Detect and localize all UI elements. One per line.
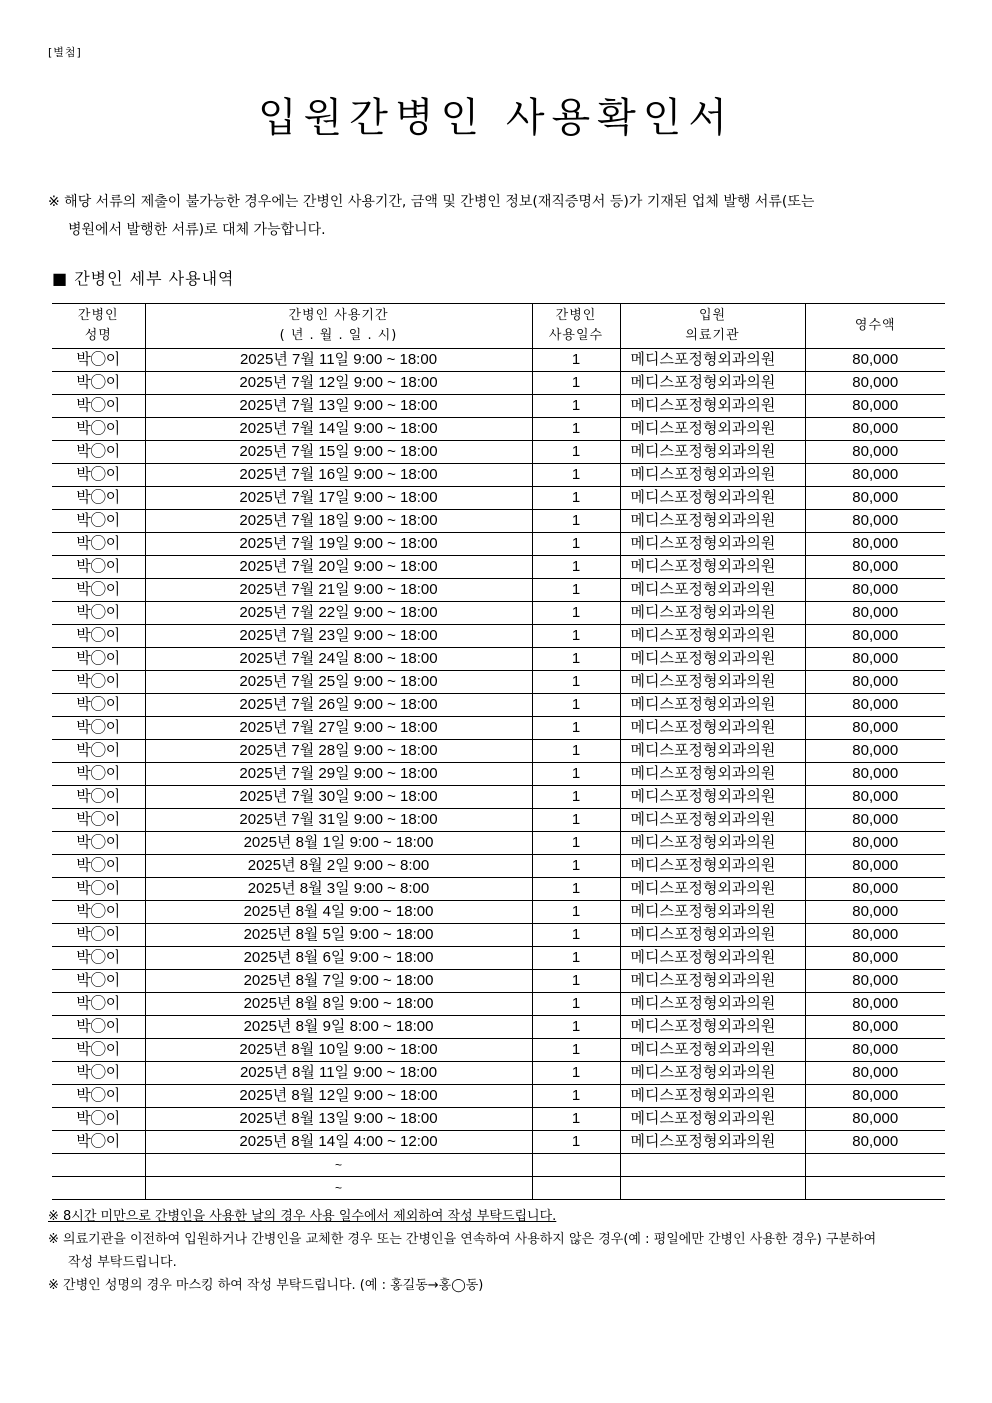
cell-usage-period: 2025년 7월 11일 9:00 ~ 18:00 xyxy=(145,349,532,372)
cell-caregiver-name: 박◯이 xyxy=(52,510,145,533)
table-row xyxy=(52,786,945,809)
note-1: ※ 8시간 미만으로 간병인을 사용한 날의 경우 사용 일수에서 제외하여 작성 부탁드립니다. xyxy=(48,1209,557,1224)
header-hospital xyxy=(620,304,805,349)
cell-usage-days: 1 xyxy=(532,878,620,901)
cell-amount: 80,000 xyxy=(805,395,945,418)
cell-usage-period: 2025년 7월 22일 9:00 ~ 18:00 xyxy=(145,602,532,625)
cell-caregiver-name: 박◯이 xyxy=(52,487,145,510)
cell-caregiver-name: 박◯이 xyxy=(52,418,145,441)
table-row xyxy=(52,1085,945,1108)
cell-usage-days: 1 xyxy=(532,947,620,970)
cell-caregiver-name: 박◯이 xyxy=(52,349,145,372)
cell-usage-period: 2025년 7월 29일 9:00 ~ 18:00 xyxy=(145,763,532,786)
cell-usage-period: 2025년 7월 21일 9:00 ~ 18:00 xyxy=(145,579,532,602)
note-2-line-2: 작성 부탁드립니다. xyxy=(68,1255,177,1270)
cell-usage-period: 2025년 7월 14일 9:00 ~ 18:00 xyxy=(145,418,532,441)
cell-hospital: 메디스포정형외과의원 xyxy=(620,1062,805,1085)
cell-amount: 80,000 xyxy=(805,579,945,602)
cell-usage-period: 2025년 8월 4일 9:00 ~ 18:00 xyxy=(145,901,532,924)
cell-usage-period: 2025년 8월 6일 9:00 ~ 18:00 xyxy=(145,947,532,970)
cell-caregiver-name: 박◯이 xyxy=(52,1131,145,1154)
cell-usage-days: 1 xyxy=(532,1131,620,1154)
table-row xyxy=(52,1062,945,1085)
header-hospital-line1: 입원 xyxy=(698,308,727,323)
cell-hospital: 메디스포정형외과의원 xyxy=(620,855,805,878)
cell-usage-period: 2025년 7월 26일 9:00 ~ 18:00 xyxy=(145,694,532,717)
cell-caregiver-name: 박◯이 xyxy=(52,763,145,786)
cell-usage-days: 1 xyxy=(532,510,620,533)
cell-hospital: 메디스포정형외과의원 xyxy=(620,671,805,694)
cell-amount xyxy=(805,1177,945,1200)
cell-hospital: 메디스포정형외과의원 xyxy=(620,487,805,510)
cell-amount: 80,000 xyxy=(805,510,945,533)
cell-usage-period: 2025년 7월 15일 9:00 ~ 18:00 xyxy=(145,441,532,464)
cell-usage-days xyxy=(532,1177,620,1200)
table-row xyxy=(52,372,945,395)
cell-usage-days: 1 xyxy=(532,740,620,763)
cell-hospital: 메디스포정형외과의원 xyxy=(620,901,805,924)
header-period-line1: 간병인 사용기간 xyxy=(288,308,389,323)
cell-amount: 80,000 xyxy=(805,809,945,832)
cell-usage-days: 1 xyxy=(532,786,620,809)
table-row xyxy=(52,671,945,694)
cell-caregiver-name: 박◯이 xyxy=(52,671,145,694)
cell-caregiver-name: 박◯이 xyxy=(52,1062,145,1085)
cell-amount: 80,000 xyxy=(805,855,945,878)
cell-caregiver-name: 박◯이 xyxy=(52,901,145,924)
cell-usage-days: 1 xyxy=(532,533,620,556)
cell-amount: 80,000 xyxy=(805,487,945,510)
cell-usage-days: 1 xyxy=(532,464,620,487)
cell-hospital: 메디스포정형외과의원 xyxy=(620,1131,805,1154)
cell-hospital: 메디스포정형외과의원 xyxy=(620,372,805,395)
cell-usage-period: 2025년 7월 12일 9:00 ~ 18:00 xyxy=(145,372,532,395)
table-row xyxy=(52,1016,945,1039)
table-row xyxy=(52,464,945,487)
cell-amount: 80,000 xyxy=(805,464,945,487)
cell-amount xyxy=(805,1154,945,1177)
header-days xyxy=(532,304,620,349)
cell-hospital: 메디스포정형외과의원 xyxy=(620,1085,805,1108)
note-3: ※ 간병인 성명의 경우 마스킹 하여 작성 부탁드립니다. (예 : 홍길동→홍◯동) xyxy=(48,1278,484,1293)
cell-usage-period: 2025년 8월 3일 9:00 ~ 8:00 xyxy=(145,878,532,901)
cell-usage-period: ~ xyxy=(145,1154,532,1177)
cell-amount: 80,000 xyxy=(805,970,945,993)
cell-usage-period: 2025년 7월 17일 9:00 ~ 18:00 xyxy=(145,487,532,510)
cell-amount: 80,000 xyxy=(805,648,945,671)
cell-hospital: 메디스포정형외과의원 xyxy=(620,441,805,464)
cell-usage-days: 1 xyxy=(532,1108,620,1131)
header-name-line2: 성명 xyxy=(84,328,112,343)
cell-amount: 80,000 xyxy=(805,947,945,970)
table-row xyxy=(52,832,945,855)
cell-caregiver-name: 박◯이 xyxy=(52,441,145,464)
cell-amount: 80,000 xyxy=(805,694,945,717)
cell-caregiver-name: 박◯이 xyxy=(52,924,145,947)
cell-hospital: 메디스포정형외과의원 xyxy=(620,1016,805,1039)
cell-usage-days: 1 xyxy=(532,970,620,993)
cell-usage-days: 1 xyxy=(532,579,620,602)
cell-usage-days xyxy=(532,1154,620,1177)
usage-table xyxy=(52,303,945,1200)
cell-usage-period: 2025년 8월 13일 9:00 ~ 18:00 xyxy=(145,1108,532,1131)
cell-caregiver-name: 박◯이 xyxy=(52,556,145,579)
header-days-line2: 사용일수 xyxy=(548,328,604,343)
table-row xyxy=(52,579,945,602)
cell-caregiver-name: 박◯이 xyxy=(52,993,145,1016)
cell-amount: 80,000 xyxy=(805,1039,945,1062)
cell-usage-period: 2025년 8월 5일 9:00 ~ 18:00 xyxy=(145,924,532,947)
cell-amount: 80,000 xyxy=(805,671,945,694)
cell-usage-days: 1 xyxy=(532,832,620,855)
cell-hospital: 메디스포정형외과의원 xyxy=(620,625,805,648)
cell-usage-days: 1 xyxy=(532,441,620,464)
cell-amount: 80,000 xyxy=(805,740,945,763)
cell-usage-days: 1 xyxy=(532,809,620,832)
cell-caregiver-name: 박◯이 xyxy=(52,1108,145,1131)
cell-amount: 80,000 xyxy=(805,1016,945,1039)
cell-usage-days: 1 xyxy=(532,349,620,372)
table-row xyxy=(52,1177,945,1200)
cell-amount: 80,000 xyxy=(805,625,945,648)
cell-amount: 80,000 xyxy=(805,556,945,579)
cell-caregiver-name: 박◯이 xyxy=(52,625,145,648)
notice-line-1: ※ 해당 서류의 제출이 불가능한 경우에는 간병인 사용기간, 금액 및 간병인 정보(재직증명서 등)가 기재된 업체 발행 서류(또는 xyxy=(48,194,815,210)
notes xyxy=(48,1205,948,1297)
cell-amount: 80,000 xyxy=(805,1062,945,1085)
cell-caregiver-name: 박◯이 xyxy=(52,395,145,418)
cell-caregiver-name: 박◯이 xyxy=(52,1016,145,1039)
cell-usage-period: 2025년 7월 19일 9:00 ~ 18:00 xyxy=(145,533,532,556)
cell-hospital: 메디스포정형외과의원 xyxy=(620,832,805,855)
cell-usage-period: 2025년 7월 23일 9:00 ~ 18:00 xyxy=(145,625,532,648)
cell-usage-period: 2025년 8월 11일 9:00 ~ 18:00 xyxy=(145,1062,532,1085)
cell-hospital: 메디스포정형외과의원 xyxy=(620,947,805,970)
cell-usage-days: 1 xyxy=(532,901,620,924)
table-row xyxy=(52,441,945,464)
cell-usage-period: 2025년 7월 30일 9:00 ~ 18:00 xyxy=(145,786,532,809)
cell-usage-days: 1 xyxy=(532,717,620,740)
cell-hospital: 메디스포정형외과의원 xyxy=(620,395,805,418)
cell-amount: 80,000 xyxy=(805,1131,945,1154)
cell-usage-period: ~ xyxy=(145,1177,532,1200)
cell-caregiver-name: 박◯이 xyxy=(52,464,145,487)
notice xyxy=(48,188,948,244)
cell-usage-days: 1 xyxy=(532,1085,620,1108)
table-row xyxy=(52,418,945,441)
cell-hospital: 메디스포정형외과의원 xyxy=(620,510,805,533)
cell-hospital: 메디스포정형외과의원 xyxy=(620,717,805,740)
cell-usage-period: 2025년 7월 25일 9:00 ~ 18:00 xyxy=(145,671,532,694)
cell-hospital: 메디스포정형외과의원 xyxy=(620,533,805,556)
table-row xyxy=(52,1108,945,1131)
cell-usage-period: 2025년 8월 2일 9:00 ~ 8:00 xyxy=(145,855,532,878)
cell-usage-period: 2025년 8월 10일 9:00 ~ 18:00 xyxy=(145,1039,532,1062)
cell-amount: 80,000 xyxy=(805,878,945,901)
cell-caregiver-name xyxy=(52,1154,145,1177)
table-row xyxy=(52,349,945,372)
cell-hospital xyxy=(620,1154,805,1177)
table-row xyxy=(52,510,945,533)
cell-usage-period: 2025년 7월 16일 9:00 ~ 18:00 xyxy=(145,464,532,487)
cell-amount: 80,000 xyxy=(805,832,945,855)
table-row xyxy=(52,970,945,993)
cell-hospital: 메디스포정형외과의원 xyxy=(620,648,805,671)
cell-caregiver-name: 박◯이 xyxy=(52,602,145,625)
cell-usage-period: 2025년 7월 20일 9:00 ~ 18:00 xyxy=(145,556,532,579)
cell-caregiver-name: 박◯이 xyxy=(52,740,145,763)
cell-caregiver-name: 박◯이 xyxy=(52,694,145,717)
cell-usage-days: 1 xyxy=(532,372,620,395)
header-days-line1: 간병인 xyxy=(555,308,597,323)
cell-caregiver-name: 박◯이 xyxy=(52,947,145,970)
cell-usage-days: 1 xyxy=(532,1016,620,1039)
cell-hospital: 메디스포정형외과의원 xyxy=(620,694,805,717)
table-row xyxy=(52,556,945,579)
table-row xyxy=(52,625,945,648)
cell-usage-days: 1 xyxy=(532,763,620,786)
header-name xyxy=(52,304,145,349)
table-row xyxy=(52,993,945,1016)
cell-hospital: 메디스포정형외과의원 xyxy=(620,970,805,993)
cell-caregiver-name: 박◯이 xyxy=(52,878,145,901)
cell-hospital: 메디스포정형외과의원 xyxy=(620,993,805,1016)
table-row xyxy=(52,487,945,510)
cell-usage-days: 1 xyxy=(532,1039,620,1062)
cell-usage-days: 1 xyxy=(532,487,620,510)
header-period xyxy=(145,304,532,349)
cell-usage-days: 1 xyxy=(532,418,620,441)
cell-amount: 80,000 xyxy=(805,418,945,441)
table-row xyxy=(52,740,945,763)
cell-hospital xyxy=(620,1177,805,1200)
header-amount: 영수액 xyxy=(805,304,945,349)
cell-usage-days: 1 xyxy=(532,924,620,947)
cell-caregiver-name: 박◯이 xyxy=(52,970,145,993)
table-row xyxy=(52,1154,945,1177)
cell-caregiver-name: 박◯이 xyxy=(52,786,145,809)
cell-caregiver-name: 박◯이 xyxy=(52,533,145,556)
cell-caregiver-name: 박◯이 xyxy=(52,855,145,878)
cell-usage-days: 1 xyxy=(532,1062,620,1085)
notice-line-2: 병원에서 발행한 서류)로 대체 가능합니다. xyxy=(68,222,326,238)
cell-usage-days: 1 xyxy=(532,671,620,694)
cell-usage-days: 1 xyxy=(532,556,620,579)
header-period-line2: ( 년 . 월 . 일 . 시) xyxy=(279,328,398,343)
table-row xyxy=(52,602,945,625)
cell-amount: 80,000 xyxy=(805,786,945,809)
cell-caregiver-name: 박◯이 xyxy=(52,832,145,855)
cell-usage-period: 2025년 8월 12일 9:00 ~ 18:00 xyxy=(145,1085,532,1108)
cell-caregiver-name: 박◯이 xyxy=(52,1039,145,1062)
table-row xyxy=(52,717,945,740)
table-row xyxy=(52,878,945,901)
cell-caregiver-name: 박◯이 xyxy=(52,809,145,832)
cell-amount: 80,000 xyxy=(805,717,945,740)
cell-caregiver-name: 박◯이 xyxy=(52,1085,145,1108)
table-row xyxy=(52,694,945,717)
cell-hospital: 메디스포정형외과의원 xyxy=(620,556,805,579)
cell-amount: 80,000 xyxy=(805,1085,945,1108)
cell-caregiver-name: 박◯이 xyxy=(52,648,145,671)
cell-amount: 80,000 xyxy=(805,349,945,372)
attachment-label: [별첨] xyxy=(48,46,82,59)
cell-hospital: 메디스포정형외과의원 xyxy=(620,1039,805,1062)
table-row xyxy=(52,763,945,786)
cell-usage-period: 2025년 7월 13일 9:00 ~ 18:00 xyxy=(145,395,532,418)
cell-usage-period: 2025년 7월 18일 9:00 ~ 18:00 xyxy=(145,510,532,533)
table-row xyxy=(52,901,945,924)
cell-usage-days: 1 xyxy=(532,625,620,648)
cell-hospital: 메디스포정형외과의원 xyxy=(620,878,805,901)
table-row xyxy=(52,648,945,671)
cell-amount: 80,000 xyxy=(805,1108,945,1131)
cell-usage-period: 2025년 8월 8일 9:00 ~ 18:00 xyxy=(145,993,532,1016)
cell-hospital: 메디스포정형외과의원 xyxy=(620,924,805,947)
cell-amount: 80,000 xyxy=(805,924,945,947)
cell-usage-days: 1 xyxy=(532,694,620,717)
cell-usage-days: 1 xyxy=(532,395,620,418)
cell-amount: 80,000 xyxy=(805,763,945,786)
table-row xyxy=(52,1131,945,1154)
page-title: 입원간병인 사용확인서 xyxy=(257,95,735,141)
cell-amount: 80,000 xyxy=(805,372,945,395)
header-name-line1: 간병인 xyxy=(77,308,119,323)
cell-caregiver-name xyxy=(52,1177,145,1200)
section-title: ■ 간병인 세부 사용내역 xyxy=(52,269,235,288)
table-row xyxy=(52,395,945,418)
cell-caregiver-name: 박◯이 xyxy=(52,579,145,602)
table-body xyxy=(52,349,945,1200)
cell-amount: 80,000 xyxy=(805,441,945,464)
cell-amount: 80,000 xyxy=(805,533,945,556)
cell-amount: 80,000 xyxy=(805,993,945,1016)
cell-usage-period: 2025년 8월 1일 9:00 ~ 18:00 xyxy=(145,832,532,855)
table-row xyxy=(52,855,945,878)
cell-hospital: 메디스포정형외과의원 xyxy=(620,579,805,602)
cell-usage-period: 2025년 7월 28일 9:00 ~ 18:00 xyxy=(145,740,532,763)
cell-usage-days: 1 xyxy=(532,602,620,625)
table-row xyxy=(52,924,945,947)
table-row xyxy=(52,947,945,970)
cell-hospital: 메디스포정형외과의원 xyxy=(620,464,805,487)
table-row xyxy=(52,1039,945,1062)
cell-usage-period: 2025년 7월 24일 8:00 ~ 18:00 xyxy=(145,648,532,671)
cell-hospital: 메디스포정형외과의원 xyxy=(620,1108,805,1131)
cell-usage-days: 1 xyxy=(532,855,620,878)
table-row xyxy=(52,809,945,832)
table-row xyxy=(52,533,945,556)
cell-hospital: 메디스포정형외과의원 xyxy=(620,740,805,763)
header-hospital-line2: 의료기관 xyxy=(685,328,740,343)
cell-hospital: 메디스포정형외과의원 xyxy=(620,418,805,441)
cell-usage-period: 2025년 8월 14일 4:00 ~ 12:00 xyxy=(145,1131,532,1154)
cell-usage-period: 2025년 8월 9일 8:00 ~ 18:00 xyxy=(145,1016,532,1039)
cell-hospital: 메디스포정형외과의원 xyxy=(620,786,805,809)
cell-usage-days: 1 xyxy=(532,993,620,1016)
cell-hospital: 메디스포정형외과의원 xyxy=(620,763,805,786)
cell-hospital: 메디스포정형외과의원 xyxy=(620,349,805,372)
table-header-row xyxy=(52,304,945,349)
cell-usage-days: 1 xyxy=(532,648,620,671)
note-2-line-1: ※ 의료기관을 이전하여 입원하거나 간병인을 교체한 경우 또는 간병인을 연속하여 사용하지 않은 경우(예 : 평일에만 간병인 사용한 경우) 구분하여 xyxy=(48,1232,877,1247)
cell-amount: 80,000 xyxy=(805,901,945,924)
cell-usage-period: 2025년 8월 7일 9:00 ~ 18:00 xyxy=(145,970,532,993)
cell-hospital: 메디스포정형외과의원 xyxy=(620,602,805,625)
cell-hospital: 메디스포정형외과의원 xyxy=(620,809,805,832)
cell-usage-period: 2025년 7월 27일 9:00 ~ 18:00 xyxy=(145,717,532,740)
cell-caregiver-name: 박◯이 xyxy=(52,372,145,395)
cell-caregiver-name: 박◯이 xyxy=(52,717,145,740)
cell-usage-period: 2025년 7월 31일 9:00 ~ 18:00 xyxy=(145,809,532,832)
cell-amount: 80,000 xyxy=(805,602,945,625)
